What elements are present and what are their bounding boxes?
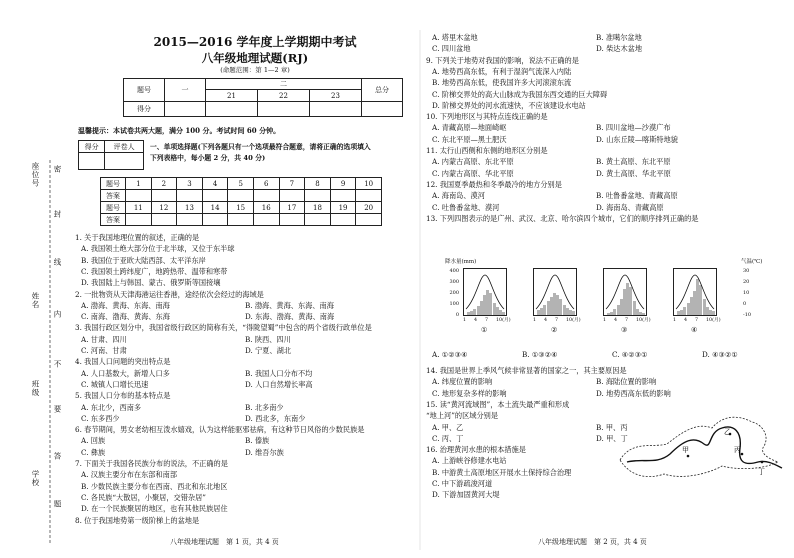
option-B[interactable]: B. 甲、丙: [596, 422, 628, 432]
x-tick: 4: [614, 318, 618, 323]
x-tick: 10(月): [636, 318, 651, 323]
seal-char: 要: [53, 405, 62, 414]
option-C[interactable]: C. ④②③①: [612, 350, 648, 359]
temp-curve: [464, 269, 506, 315]
answer-cell[interactable]: [330, 190, 356, 202]
notice: 温馨提示：本试卷共两大题，满分 100 分。考试时间 60 分钟。: [78, 126, 281, 135]
label-banji: 班级: [31, 380, 40, 397]
answer-grid: [100, 177, 382, 226]
exam-scope: (命题范围：第 1—2 章): [220, 66, 290, 74]
seal-char: 封: [53, 210, 62, 219]
chart-label: ①: [481, 325, 488, 334]
option-B[interactable]: B. 渤海、黄海、东海、南海: [245, 300, 334, 310]
answer-grid-number: 15: [228, 202, 254, 214]
answer-grid-number: 14: [202, 202, 228, 214]
yellow-river-map: [612, 410, 787, 492]
tick-left: 0: [455, 312, 459, 318]
exam-title: 2015—2016 学年度上学期期中考试: [153, 35, 357, 49]
answer-grid-label: 题号: [101, 202, 126, 214]
x-tick: 4: [544, 318, 548, 323]
question-stem: 12. 我国夏季最热和冬季最冷的地方分别是: [426, 179, 562, 189]
label-xuexiao: 学校: [31, 470, 40, 487]
climate-chart: [673, 268, 717, 316]
option-C[interactable]: C. 东北平原—黑土肥沃: [432, 134, 507, 144]
answer-cell[interactable]: [177, 190, 203, 202]
score-cell: 一: [165, 79, 206, 102]
answer-grid-number: 16: [253, 202, 279, 214]
footer-right: 八年级地理试题 第 2 页，共 4 页: [538, 538, 647, 546]
option-A[interactable]: A. ①②③④: [432, 350, 468, 359]
option-D[interactable]: D. 东海、渤海、黄海、南海: [245, 312, 335, 322]
option-B[interactable]: B. 地势西高东低，使我国许多大河滚滚东流: [432, 78, 572, 88]
option-C[interactable]: C. 中下游疏浚河道: [432, 479, 493, 488]
score-input[interactable]: [206, 102, 258, 117]
answer-cell[interactable]: [330, 214, 356, 226]
question-stem: 13. 下列四图表示的是广州、武汉、北京、哈尔滨四个城市，它们的顺序排列正确的是: [426, 213, 699, 223]
score-cell: 得分: [124, 102, 165, 117]
section1-instruction: 下列表格中，每小题 2 分，共 40 分): [150, 154, 266, 162]
option-A[interactable]: A. 我国领土绝大部分位于北半球，又位于东半球: [81, 244, 235, 254]
answer-grid-number: 20: [356, 202, 382, 214]
score-input[interactable]: [310, 102, 362, 117]
score-cell: 二: [206, 79, 362, 90]
option-C[interactable]: C. 东多西少: [81, 413, 120, 423]
answer-cell[interactable]: [305, 190, 331, 202]
answer-cell[interactable]: [202, 190, 228, 202]
option-C[interactable]: C. 河南、甘肃: [81, 346, 127, 355]
map-marker: [761, 461, 764, 464]
x-tick: 4: [684, 318, 688, 323]
label-xingming: 姓名: [31, 292, 40, 309]
answer-grid-number: 6: [253, 178, 279, 190]
label-zuoweihao: 座位号: [31, 162, 40, 188]
option-A[interactable]: A. 汉族主要分布在东部和南部: [81, 470, 178, 480]
map-label-yi: 乙: [724, 428, 731, 436]
temp-line: [676, 275, 714, 309]
temp-line: [466, 275, 504, 309]
chart-label: ④: [691, 325, 698, 334]
map-label-bing: 丙: [734, 446, 741, 454]
answer-cell[interactable]: [279, 214, 305, 226]
answer-grid-number: 4: [202, 178, 228, 190]
axis-unit-right: 气温(℃): [741, 259, 763, 265]
section1-instruction: 一、单项选择题(下列各题只有一个选项最符合题意，请将正确的选项填入: [150, 143, 371, 151]
option-D[interactable]: D. 我国陆上与韩国、蒙古、俄罗斯等国接壤: [81, 278, 221, 288]
option-D[interactable]: D. 山东丘陵—喀斯特地貌: [596, 134, 678, 144]
answer-cell[interactable]: [356, 190, 382, 202]
answer-cell[interactable]: [151, 190, 177, 202]
option-D[interactable]: D. 下游加固黄河大堤: [432, 490, 500, 500]
option-C[interactable]: C. 各民族“大散居，小聚居，交错杂居”: [81, 492, 206, 502]
answer-grid-number: 13: [177, 202, 203, 214]
answer-grid-number: 19: [330, 202, 356, 214]
x-tick: 1: [673, 318, 677, 323]
answer-grid-number: 12: [151, 202, 177, 214]
answer-grid-number: 9: [330, 178, 356, 190]
option-D[interactable]: D. 西北多，东南少: [245, 413, 306, 423]
answer-grid-label: 答案: [101, 214, 126, 226]
option-A[interactable]: A. 塔里木盆地: [432, 33, 478, 42]
tick-left: 300: [449, 279, 459, 285]
score-cell: 21: [206, 90, 258, 102]
answer-cell[interactable]: [151, 214, 177, 226]
option-B[interactable]: B. 我国人口分布不均: [245, 368, 313, 378]
seal-char: 不: [53, 360, 62, 369]
option-C[interactable]: C. 吐鲁番盆地、漠河: [432, 202, 500, 212]
scorer-input[interactable]: [79, 153, 105, 170]
score-table: [123, 78, 403, 117]
x-tick: 1: [533, 318, 537, 323]
option-B[interactable]: B. 陕西、四川: [245, 334, 291, 344]
option-B[interactable]: B. 吐鲁番盆地、青藏高原: [596, 191, 678, 201]
option-D[interactable]: D. 在一个民族聚居的地区，也有其他民族居住: [81, 504, 228, 514]
answer-grid-number: 8: [305, 178, 331, 190]
scorer-box: [78, 140, 144, 170]
option-C[interactable]: C. 城镇人口增长迅速: [81, 379, 149, 389]
option-C[interactable]: C. 彝族: [81, 447, 106, 457]
option-D[interactable]: D. 黄土高原、华北平原: [596, 168, 671, 178]
option-D[interactable]: D. 阶梯交界处的河水流速快，不应该建设水电站: [432, 100, 586, 110]
tick-left: 400: [449, 268, 459, 274]
option-A[interactable]: A. 上游峡谷修建水电站: [432, 456, 507, 466]
option-A[interactable]: A. 甲、乙: [432, 422, 464, 432]
option-A[interactable]: A. 地势西高东低，有利于湿润气流深入内陆: [432, 66, 572, 76]
x-tick: 1: [463, 318, 467, 323]
x-tick: 10(月): [566, 318, 581, 323]
question-stem: 8. 位于我国地势第一级阶梯上的盆地是: [75, 515, 200, 525]
tick-left: 100: [449, 301, 459, 307]
answer-cell[interactable]: [126, 214, 152, 226]
answer-cell[interactable]: [202, 214, 228, 226]
question-stem: 1. 关于我国地理位置的叙述，正确的是: [75, 233, 200, 242]
score-input[interactable]: [165, 102, 206, 117]
option-B[interactable]: B. 海陆位置的影响: [596, 377, 657, 387]
chart-label: ③: [621, 325, 628, 334]
exam-subtitle: 八年级地理试题(RJ): [201, 51, 309, 65]
option-A[interactable]: A. 纬度位置的影响: [432, 377, 493, 387]
answer-grid-number: 3: [177, 178, 203, 190]
question-stem: 15. 读“黄河流域图”，本土流失最严重和形成: [426, 399, 570, 409]
question-stem: “地上河”的区域分别是: [426, 411, 499, 421]
answer-grid-number: 17: [279, 202, 305, 214]
binding-margin: [0, 0, 68, 558]
tick-right: 0: [743, 301, 747, 307]
question-stem: 16. 治理黄河水患的根本措施是: [426, 445, 526, 455]
axis-unit-left: 降水量(mm): [445, 259, 477, 265]
map-marker: [687, 455, 690, 458]
answer-cell[interactable]: [356, 214, 382, 226]
option-B[interactable]: B. ①③②④: [522, 350, 558, 359]
score-cell: 22: [258, 90, 310, 102]
option-A[interactable]: A. 东北少，西南多: [81, 402, 142, 412]
option-D[interactable]: D. ④③②①: [702, 350, 738, 359]
option-D[interactable]: D. 甲、丁: [596, 433, 628, 443]
answer-cell[interactable]: [126, 190, 152, 202]
scorer-cell: 评卷人: [105, 141, 144, 153]
map-label-jia: 甲: [682, 446, 689, 454]
answer-cell[interactable]: [228, 214, 254, 226]
answer-cell[interactable]: [253, 214, 279, 226]
tick-right: 10: [743, 290, 750, 296]
answer-cell[interactable]: [228, 190, 254, 202]
scorer-cell: 得分: [79, 141, 105, 153]
option-A[interactable]: A. 甘肃、四川: [81, 334, 127, 344]
page-divider: [419, 30, 421, 550]
option-B[interactable]: B. 黄土高原、东北平原: [596, 157, 671, 167]
option-A[interactable]: A. 回族: [81, 436, 106, 446]
x-tick: 7: [485, 318, 489, 323]
x-tick: 4: [474, 318, 478, 323]
option-C[interactable]: C. 内蒙古高原、华北平原: [432, 168, 514, 178]
answer-grid-number: 5: [228, 178, 254, 190]
option-B[interactable]: B. 北多南少: [245, 402, 284, 412]
score-cell: 题号: [124, 79, 165, 102]
temp-curve: [604, 269, 646, 315]
question-stem: 7. 下面关于我国各民族分布的说法，不正确的是: [75, 459, 228, 468]
tick-right: -10: [743, 312, 752, 318]
map-marker: [741, 453, 744, 456]
answer-grid-number: 11: [126, 202, 152, 214]
seal-char: 答: [53, 452, 62, 461]
climate-chart: [533, 268, 577, 316]
option-D[interactable]: D. 维吾尔族: [245, 447, 284, 457]
answer-cell[interactable]: [253, 190, 279, 202]
question-stem: 6. 春节期间，男女老幼相互泼水嬉戏，认为这样能驱邪祛病，有这种节日风俗的少数民族是: [75, 425, 365, 435]
seal-char: 密: [53, 165, 62, 174]
option-A[interactable]: A. 内蒙古高原、东北平原: [432, 157, 514, 167]
footer-left: 八年级地理试题 第 1 页，共 4 页: [170, 538, 279, 546]
option-D[interactable]: D. 柴达木盆地: [596, 44, 643, 54]
option-A[interactable]: A. 渤海、黄海、东海、南海: [81, 300, 170, 310]
score-input[interactable]: [258, 102, 310, 117]
option-C[interactable]: C. 阶梯交界处的高大山脉成为我国东西交通的巨大障碍: [432, 89, 608, 99]
question-stem: 10. 下列地形区与其特点连线正确的是: [426, 112, 548, 122]
option-C[interactable]: C. 地形复杂多样的影响: [432, 388, 507, 398]
seal-char: 内: [53, 310, 62, 319]
tick-right: 30: [743, 268, 750, 274]
question-stem: 5. 我国人口分布的基本特点是: [75, 391, 171, 401]
option-B[interactable]: B. 准噶尔盆地: [596, 33, 642, 42]
option-A[interactable]: A. 人口基数大，新增人口多: [81, 368, 170, 378]
x-tick: 10(月): [706, 318, 721, 323]
question-stem: 2. 一批物资从天津海港运往香港，途经依次会经过的海域是: [75, 289, 264, 299]
option-B[interactable]: B. 少数民族主要分布在西南、西北和东北地区: [81, 481, 228, 491]
answer-grid-number: 10: [356, 178, 382, 190]
question-stem: 11. 太行山西侧和东侧的地形区分别是: [426, 146, 548, 155]
question-stem: 4. 我国人口问题的突出特点是: [75, 357, 171, 367]
option-D[interactable]: D. 人口自然增长率高: [245, 379, 313, 389]
option-A[interactable]: A. 海南岛、漠河: [432, 191, 485, 201]
answer-grid-number: 2: [151, 178, 177, 190]
answer-grid-number: 7: [279, 178, 305, 190]
option-C[interactable]: C. 我国领土跨纬度广，地跨热带、温带和寒带: [81, 266, 228, 276]
option-B[interactable]: B. 中游黄土高原地区开展水土保持综合治理: [432, 467, 572, 477]
score-cell: 23: [310, 90, 362, 102]
answer-cell[interactable]: [177, 214, 203, 226]
climate-chart: [603, 268, 647, 316]
x-tick: 10(月): [496, 318, 511, 323]
option-B[interactable]: B. 傣族: [245, 436, 270, 446]
charts-row: [463, 268, 743, 368]
question-stem: 9. 下列关于地势对我国的影响，说法不正确的是: [426, 55, 579, 65]
answer-grid-number: 1: [126, 178, 152, 190]
option-D[interactable]: D. 海南岛、青藏高原: [596, 202, 664, 212]
x-tick: 7: [695, 318, 699, 323]
answer-cell[interactable]: [305, 214, 331, 226]
option-D[interactable]: D. 宁夏、湖北: [245, 346, 292, 355]
question-stem: 3. 我国行政区划分中，我国省级行政区的简称有关，“得陇望蜀”中包含的两个省级行政单位是: [75, 323, 372, 333]
answer-cell[interactable]: [279, 190, 305, 202]
question-stem: 14. 我国是世界上季风气候非常显著的国家之一，其主要原因是: [426, 366, 627, 375]
tick-left: 200: [449, 290, 459, 296]
answer-grid-label: 题号: [101, 178, 126, 190]
temp-curve: [534, 269, 576, 315]
answer-grid-number: 18: [305, 202, 331, 214]
seal-char: 线: [53, 258, 62, 267]
chart-label: ②: [551, 325, 558, 334]
temp-curve: [674, 269, 716, 315]
score-input[interactable]: [362, 102, 403, 117]
temp-line: [536, 275, 574, 309]
x-tick: 7: [625, 318, 629, 323]
option-D[interactable]: D. 地势西高东低的影响: [596, 388, 671, 398]
map-label-ding: 丁: [758, 468, 765, 476]
option-B[interactable]: B. 四川盆地—沙漠广布: [596, 123, 671, 133]
option-C[interactable]: C. 丙、丁: [432, 433, 464, 443]
x-tick: 1: [603, 318, 607, 323]
option-A[interactable]: A. 青藏高原—地面崎岖: [432, 123, 507, 133]
option-C[interactable]: C. 四川盆地: [432, 44, 471, 54]
climate-chart: [463, 268, 507, 316]
temp-line: [606, 275, 644, 309]
seal-char: 题: [53, 500, 62, 509]
score-cell: 总分: [362, 79, 403, 102]
option-B[interactable]: B. 我国位于亚欧大陆西部、太平洋东岸: [81, 255, 206, 265]
x-tick: 7: [555, 318, 559, 323]
answer-grid-label: 答案: [101, 190, 126, 202]
scorer-input[interactable]: [105, 153, 144, 170]
option-C[interactable]: C. 南海、渤海、黄海、东海: [81, 312, 170, 322]
tick-right: 20: [743, 279, 750, 285]
